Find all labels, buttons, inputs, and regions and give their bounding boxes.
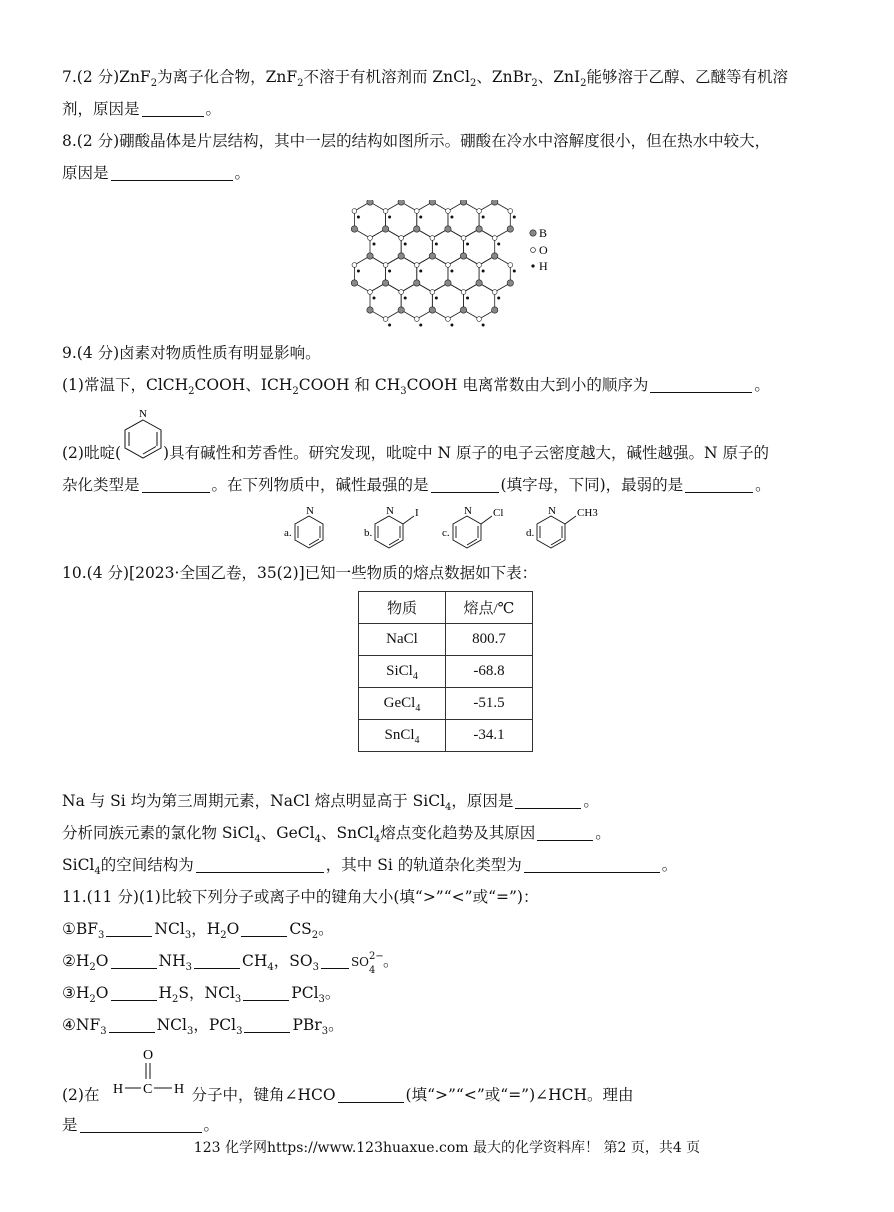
legend-o: O [539,243,548,257]
melting-point-table [358,591,533,752]
q11-part2-line1: (2)在 分子中，键角∠HCO (填“>”“<”或“=”)∠HCH。理由 [62,1086,634,1104]
q8-line1: 8.(2 分)硼酸晶体是片层结构，其中一层的结构如图所示。硼酸在冷水中溶解度很小，但在热水中较大， [62,132,771,150]
answer-blank[interactable] [524,856,660,873]
answer-blank[interactable] [111,984,157,1001]
q9-line2: (1)常温下，ClCH$_2$COOH、$ICH_2COOH$ 和 $CH_3COOH$ 电离常数由大到小的顺序为 。 [62,376,770,398]
table-row: GeCl$_4$ -51.5 [359,688,533,720]
answer-blank[interactable] [194,952,240,969]
q10-line2: Na 与 Si 均为第三周期元素，NaCl 熔点明显高于 SiCl$_4$，原因是 。 [62,792,599,814]
boric-acid-layer-diagram [340,200,570,338]
answer-blank[interactable] [537,824,593,841]
svg-text:d.: d. [526,527,535,539]
q11-row3: $③H_2O$ $H_2S$，NCl$_3$ PCl$_3$。 [62,984,341,1006]
table-row: SiCl$_4$ -68.8 [359,656,533,688]
answer-blank[interactable] [650,376,752,393]
option-b [364,506,419,548]
option-d [526,506,598,548]
legend-h: H [539,259,548,273]
q11-part2-line2: 是 。 [62,1116,220,1134]
answer-blank[interactable] [241,920,287,937]
table-header: 物质 [359,592,446,624]
q9-line4: 杂化类型是 。在下列物质中，碱性最强的是 (填字母，下同)，最弱的是 。 [62,476,771,494]
answer-blank[interactable] [142,100,204,117]
pyridine-options [284,506,624,554]
answer-blank[interactable] [321,952,349,969]
answer-blank[interactable] [80,1116,202,1133]
q10-line1: 10.(4 分)[2023·全国乙卷，35(2)]已知一些物质的熔点数据如下表： [62,564,538,582]
svg-text:b.: b. [364,527,373,539]
svg-text:N: N [548,506,556,517]
legend [530,226,548,273]
option-c [442,506,503,548]
q8-line2: 原因是 。 [62,164,251,182]
svg-text:CH3: CH3 [577,507,598,519]
answer-blank[interactable] [196,856,324,873]
table-row: NaCl 800.7 [359,624,533,656]
svg-text:N: N [139,408,147,420]
q7-line1: 7.(2 分)ZnF$_2$为离子化合物，ZnF$_2$不溶于有机溶剂而 ZnCl$_2$、ZnBr$_2$、ZnI$_2$能够溶于乙醇、乙醚等有机溶 [62,68,789,90]
answer-blank[interactable] [106,920,152,937]
svg-text:N: N [306,506,314,517]
q9-line1: 9.(4 分)卤素对物质性质有明显影响。 [62,344,321,362]
answer-blank[interactable] [338,1086,404,1103]
legend-b: B [539,226,548,240]
q10-line3: 分析同族元素的氯化物 SiCl$_4$、GeCl$_4$、SnCl$_4$熔点变化趋势及其原因 。 [62,824,611,846]
svg-text:O: O [143,1048,154,1063]
page-footer: 123 化学网https://www.123huaxue.com 最大的化学资料库！ 第2 页，共4 页 [193,1140,701,1156]
svg-text:a.: a. [284,527,292,539]
answer-blank[interactable] [111,164,233,181]
answer-blank[interactable] [515,792,581,809]
answer-blank[interactable] [109,1016,155,1033]
table-header-row [359,592,533,624]
table-row: SnCl$_4$ -34.1 [359,720,533,752]
q11-row1: $①BF_3$ NCl$_3$，$H_2O$ $CS_2$。 [62,920,334,942]
q11-row4: $④NF_3$ NCl$_3$，PCl$_3$ PBr$_3$。 [62,1016,344,1038]
svg-text:I: I [415,507,419,519]
svg-text:H: H [174,1082,185,1097]
pyridine-structure [120,402,166,462]
svg-text:N: N [464,506,472,517]
q11-line1: 11.(11 分)(1)比较下列分子或离子中的键角大小(填“>”“<”或“=”)： [62,888,539,906]
svg-text:H: H [113,1082,124,1097]
answer-blank[interactable] [111,952,157,969]
svg-text:Cl: Cl [493,507,504,519]
answer-blank[interactable] [244,1016,290,1033]
answer-blank[interactable] [431,476,499,493]
svg-text:N: N [386,506,394,517]
q7-line2: 剂，原因是 。 [62,100,222,118]
answer-blank[interactable] [142,476,210,493]
option-a [284,506,323,548]
answer-blank[interactable] [685,476,753,493]
svg-text:C: C [143,1082,153,1097]
svg-text:c.: c. [442,527,450,539]
q10-line4: SiCl$_4$的空间结构为 ，其中 Si 的轨道杂化类型为 。 [62,856,678,878]
q11-row2: $②H_2O$ $NH_3$ $CH_4$，$SO_3$ SO 2− 4 。 [62,951,399,976]
answer-blank[interactable] [243,984,289,1001]
table-header: 熔点/℃ [446,592,533,624]
q9-line3: (2)吡啶( )具有碱性和芳香性。研究发现，吡啶中 N 原子的电子云密度越大，碱性越强。N 原子的 [62,444,769,462]
